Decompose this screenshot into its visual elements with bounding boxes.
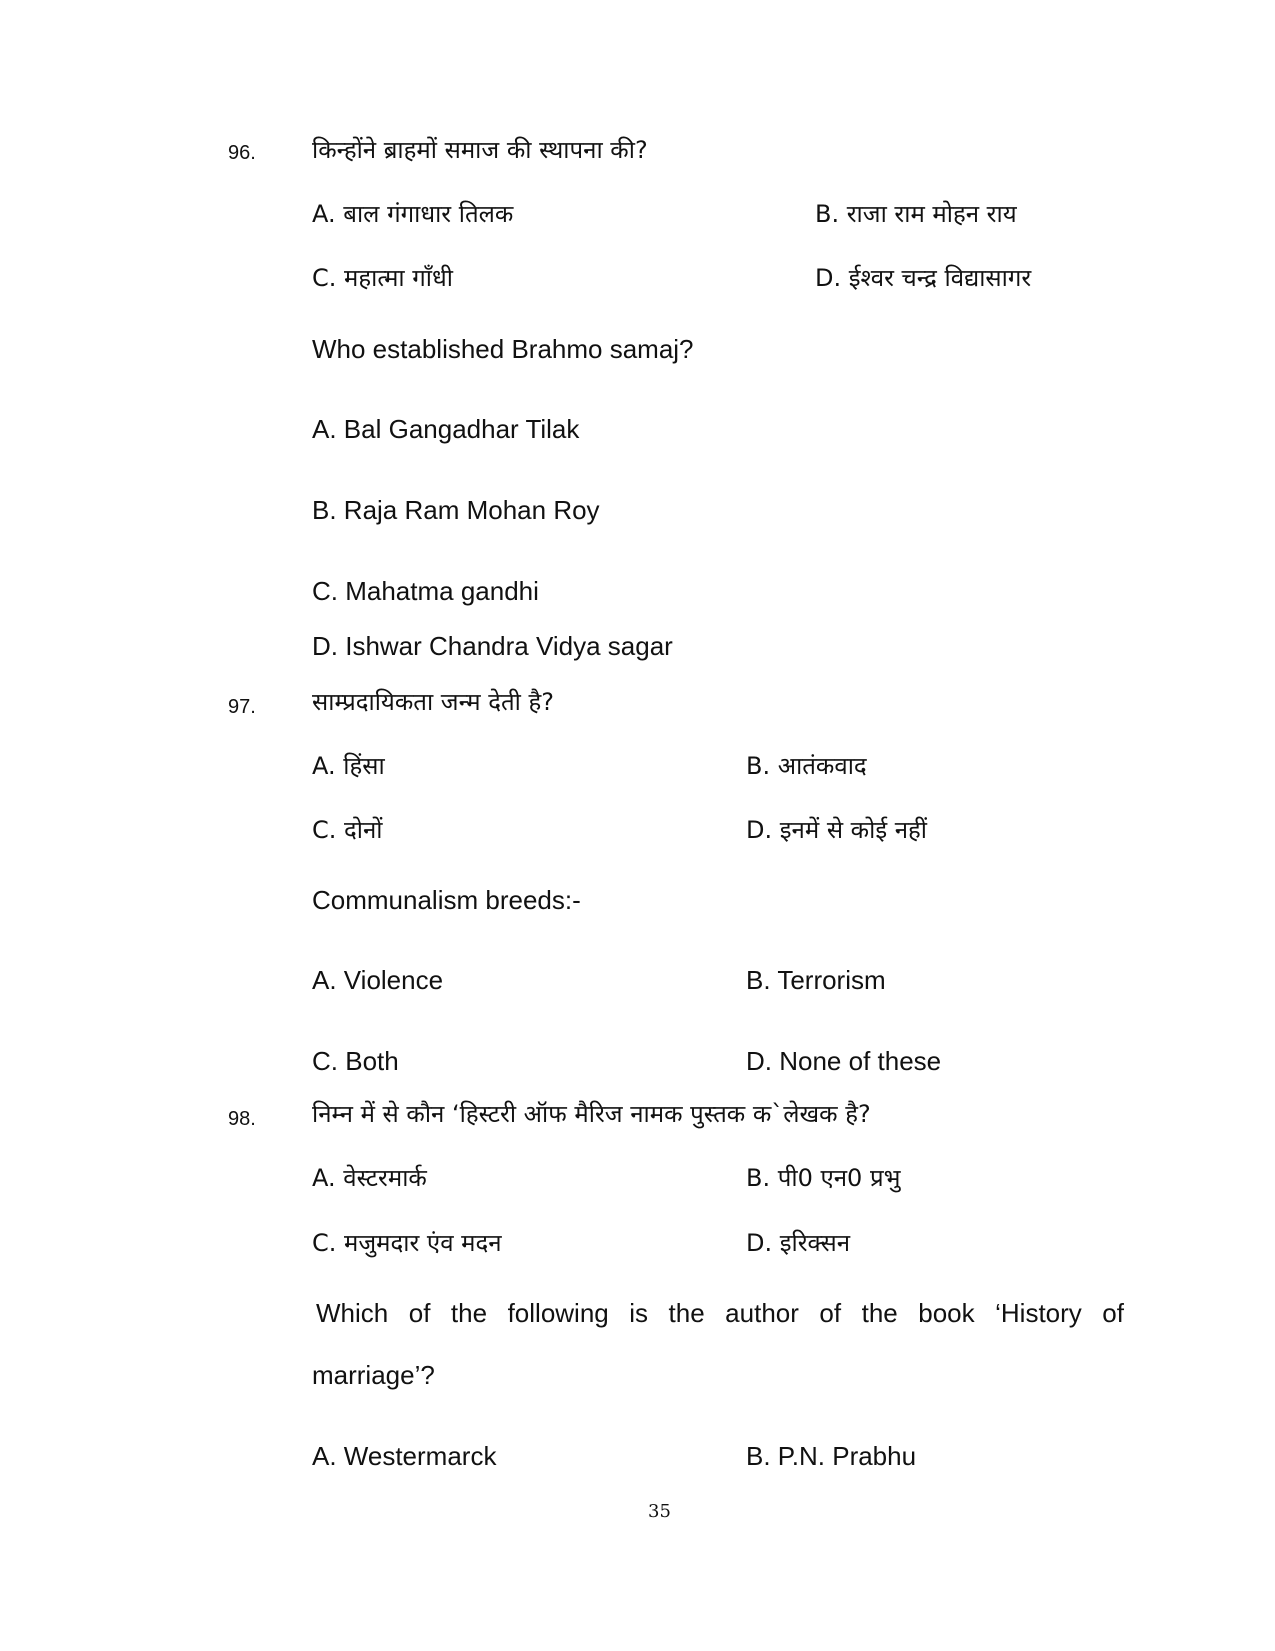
question-number-98: 98. — [228, 1108, 256, 1130]
q97-english-option-a: A. Violence — [312, 965, 444, 995]
question-98-hindi: निम्न में से कौन ‘हिस्टरी ऑफ मैरिज नामक पुस्तक क`लेखक है? — [312, 1100, 871, 1128]
q96-english-option-b: B. Raja Ram Mohan Roy — [312, 495, 600, 525]
question-96-hindi: किन्होंने ब्राहमों समाज की स्थापना की? — [312, 136, 648, 164]
q96-hindi-option-d: D. ईश्वर चन्द्र विद्यासागर — [815, 264, 1032, 292]
question-number-96: 96. — [228, 142, 256, 164]
q96-hindi-option-c: C. महात्मा गाँधी — [312, 264, 453, 292]
q97-hindi-option-a: A. हिंसा — [312, 752, 385, 780]
q97-english-option-d: D. None of these — [746, 1046, 942, 1076]
q96-english-option-d: D. Ishwar Chandra Vidya sagar — [312, 631, 673, 661]
q96-english-option-c: C. Mahatma gandhi — [312, 576, 539, 606]
question-number-97: 97. — [228, 696, 256, 718]
q98-english-option-b: B. P.N. Prabhu — [746, 1441, 917, 1471]
q96-hindi-option-b: B. राजा राम मोहन राय — [815, 200, 1017, 228]
q97-hindi-option-d: D. इनमें से कोई नहीं — [746, 816, 928, 844]
q98-hindi-option-a: A. वेस्टरमार्क — [312, 1164, 427, 1192]
question-96-english: Who established Brahmo samaj? — [312, 334, 694, 364]
question-97-english: Communalism breeds:- — [312, 885, 581, 915]
q97-hindi-option-c: C. दोनों — [312, 816, 383, 844]
question-97-hindi: साम्प्रदायिकता जन्म देती है? — [312, 688, 554, 716]
q98-hindi-option-b: B. पी0 एन0 प्रभु — [746, 1164, 901, 1192]
q97-english-option-b: B. Terrorism — [746, 965, 886, 995]
question-98-english-line1: Which of the following is the author of the book ‘History of — [316, 1298, 1124, 1328]
q98-hindi-option-c: C. मजुमदार एंव मदन — [312, 1229, 502, 1257]
question-98-english-line2: marriage’? — [312, 1360, 435, 1390]
page-number: 35 — [648, 1501, 671, 1522]
q96-hindi-option-a: A. बाल गंगाधार तिलक — [312, 200, 514, 228]
q96-english-option-a: A. Bal Gangadhar Tilak — [312, 414, 580, 444]
q97-english-option-c: C. Both — [312, 1046, 399, 1076]
q98-english-option-a: A. Westermarck — [312, 1441, 497, 1471]
q98-hindi-option-d: D. इरिक्सन — [746, 1229, 851, 1257]
q97-hindi-option-b: B. आतंकवाद — [746, 752, 867, 780]
